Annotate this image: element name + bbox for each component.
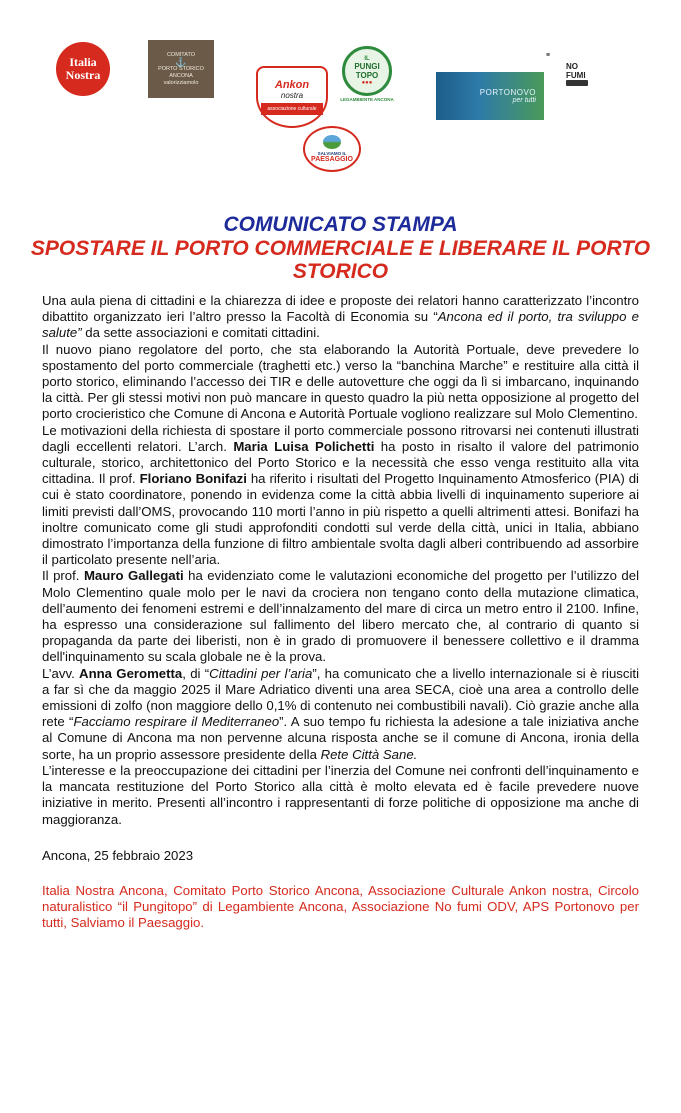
paragraph-1-text: Una aula piena di cittadini e la chiarezza di idee e proposte dei relatori hanno caratterizzato l’incontro dibattito organizzato ieri l’altro presso la Facoltà di Economia su “ bbox=[42, 293, 639, 325]
pungitopo-ring bbox=[342, 46, 392, 96]
comitato-logo-text-1: COMITATO bbox=[166, 51, 196, 58]
paragraph-3-text-c: ha posto in risalto il valore del patrimonio culturale, storico, architettonico del Porto Storico e la necessità che esso venga restituito alla vita cittadina. Il prof. bbox=[42, 438, 639, 487]
salviamo-paesaggio-logo bbox=[303, 126, 361, 172]
paragraph-4-text-c: ha evidenziato come le valutazioni economiche del progetto per l’utilizzo del Molo Clementino quale molo per le navi da crociera non tengano conto della mutazione climatica, dell’aumento dei fenomeni estremi e dell’innalzamento del mare di circa un metro entro il 2100. Infine, ha espresso una considerazione sul fallimento del libero mercato che, al contrario di quanto si propaganda da parte dei liberisti, non è in grado di promuovere il benessere collettivo e il dramma dell'inquinamento su scala globale ne è la prova. bbox=[42, 568, 639, 665]
comitato-porto-storico-logo bbox=[148, 40, 214, 98]
berries-icon: ●●● bbox=[361, 80, 373, 86]
ankon-logo-text-2: nostra bbox=[280, 91, 304, 100]
no-fumi-logo-text-2: FUMI bbox=[566, 71, 586, 80]
speaker-gallegati: Mauro Gallegati bbox=[83, 568, 184, 584]
rete-citta-sane: Rete Città Sane. bbox=[320, 746, 418, 762]
pungitopo-logo bbox=[336, 46, 398, 102]
speaker-gerometta: Anna Gerometta bbox=[79, 665, 183, 681]
paragraph-5-text-e: ”, ha comunicato che a livello internazionale si è riusciti a far sì che da maggio 2025 il Mare Adriatico diventi una area SECA, cioè una area a controllo delle emissioni di zolfo (non maggiore dello 0,1% di contenuto nei combustibili navali). Ciò grazie anche alla rete “ bbox=[42, 665, 639, 730]
comitato-logo-text-2: PORTO STORICO bbox=[158, 65, 204, 72]
italia-nostra-logo-text-2: Nostra bbox=[65, 68, 101, 82]
speaker-polichetti: Maria Luisa Polichetti bbox=[233, 438, 375, 454]
no-fumi-logo bbox=[546, 52, 594, 86]
no-fumi-logo-text-1: NO bbox=[566, 62, 578, 71]
pungitopo-logo-text-1: IL bbox=[364, 56, 370, 62]
ankon-logo-text-1: Ankon bbox=[274, 79, 310, 91]
paragraph-1 bbox=[42, 293, 639, 342]
paragraph-2: Il nuovo piano regolatore del porto, che sta elaborando la Autorità Portuale, deve prevedere lo spostamento del porto commerciale (traghetti etc.) verso la “banchina Marche” e restituire alla città il porto storico, eliminando l’accesso dei TIR e delle autovetture che oggi da lì si imbarcano, inquinando la città. Per gli stessi motivi non può mancare in questo quadro la più netta opposizione al progetto del porto crocieristico che Comune di Ancona e Autorità Portuale vogliono realizzare sul Molo Clementino. bbox=[42, 341, 639, 422]
salviamo-logo-text-2: PAESAGGIO bbox=[311, 156, 353, 163]
speaker-bonifazi: Floriano Bonifazi bbox=[139, 471, 247, 487]
portonovo-logo-text-1: PORTONOVO bbox=[479, 88, 536, 97]
ankon-nostra-logo bbox=[256, 66, 328, 128]
ankon-logo-text-3: associazione culturale bbox=[261, 103, 323, 115]
italia-nostra-logo-text-1: Italia bbox=[69, 55, 97, 69]
landscape-icon bbox=[323, 135, 341, 149]
paragraph-5 bbox=[42, 666, 639, 763]
paragraph-6: L’interesse e la preoccupazione dei cittadini per l’inerzia del Comune nei confronti dell’inquinamento e la mancata restituzione del Porto Storico alla città è molto elevata ed è facile prevedere nuove iniziative in merito. Presenti all’incontro i rappresentanti di forze politiche di opposizione ma anche di maggioranza. bbox=[42, 762, 639, 827]
paragraph-5-text-c: , di “ bbox=[182, 665, 210, 681]
paragraph-4-text-a: Il prof. bbox=[42, 568, 84, 584]
comitato-logo-text-4: valorizziamolo bbox=[163, 79, 199, 86]
paragraph-5-text-a: L’avv. bbox=[42, 665, 80, 681]
truck-icon bbox=[566, 80, 588, 86]
event-title: Ancona ed il porto, tra sviluppo e salute” bbox=[42, 309, 639, 341]
paragraph-3-text-a: Le motivazioni della richiesta di spostare il porto commerciale possono ritrovarsi nei contenuti illustrati dagli eccellenti relatori. L’arch. bbox=[42, 422, 639, 454]
paragraph-5-text-g: ”. A suo tempo fu richiesta la adesione a tale iniziativa anche al Comune di Ancona ma non pervenne alcuna risposta anche se il comune di Ancona, ironia della sorte, ha un proprio assessore presidente della bbox=[42, 714, 639, 762]
date-line: Ancona, 25 febbraio 2023 bbox=[42, 848, 194, 863]
org-cittadini-per-laria: Cittadini per l’aria bbox=[209, 665, 313, 681]
paragraph-3 bbox=[42, 423, 639, 569]
press-release-title: COMUNICATO STAMPA bbox=[223, 213, 458, 236]
pungitopo-logo-text-4: LEGAMBIENTE ANCONA bbox=[340, 97, 394, 102]
press-release-body bbox=[42, 293, 639, 828]
anchor-icon: ⚓ bbox=[175, 56, 187, 67]
pungitopo-logo-text-2: PUNGI bbox=[354, 62, 380, 71]
salviamo-logo-text-1: SALVIAMO IL bbox=[317, 151, 347, 156]
paragraph-3-text-e: ha riferito i risultati del Progetto Inquinamento Atmosferico (PIA) di cui è stato coordinatore, ponendo in evidenza come la città abbia livelli di inquinamento superiore ai limiti previsti dall’OMS, provocando 110 morti l’anno in più rispetto a quelli altrimenti attesi. Bonifazi ha inoltre comunicato come gli studi approfonditi condotti sul verde della città, unici in Italia, abbiano dimostrato l’importanza della funzione di filtro ambientale svolta dagli alberi contribuendo ad assorbire il particolato presente nell’aria. bbox=[42, 471, 639, 568]
pungitopo-logo-text-3: TOPO bbox=[355, 71, 379, 80]
smoke-icon: ≋ bbox=[546, 52, 551, 58]
portonovo-logo bbox=[436, 72, 544, 120]
signatories: Italia Nostra Ancona, Comitato Porto Storico Ancona, Associazione Culturale Ankon nostra, Circolo naturalistico “il Pungitopo” di Legambiente Ancona, Associazione No fumi ODV, APS Portonovo per tutti, Salviamo il Paesaggio. bbox=[42, 883, 639, 931]
press-release-subtitle: SPOSTARE IL PORTO COMMERCIALE E LIBERARE IL PORTO STORICO bbox=[30, 237, 651, 283]
paragraph-1-text-end: da sette associazioni e comitati cittadini. bbox=[81, 325, 320, 341]
paragraph-4 bbox=[42, 568, 639, 665]
logos-header bbox=[0, 0, 681, 175]
italia-nostra-logo bbox=[56, 42, 110, 96]
portonovo-logo-text-2: per tutti bbox=[512, 97, 536, 104]
comitato-logo-text-3: ANCONA bbox=[169, 72, 193, 79]
network-name: Facciamo respirare il Mediterraneo bbox=[73, 714, 280, 730]
